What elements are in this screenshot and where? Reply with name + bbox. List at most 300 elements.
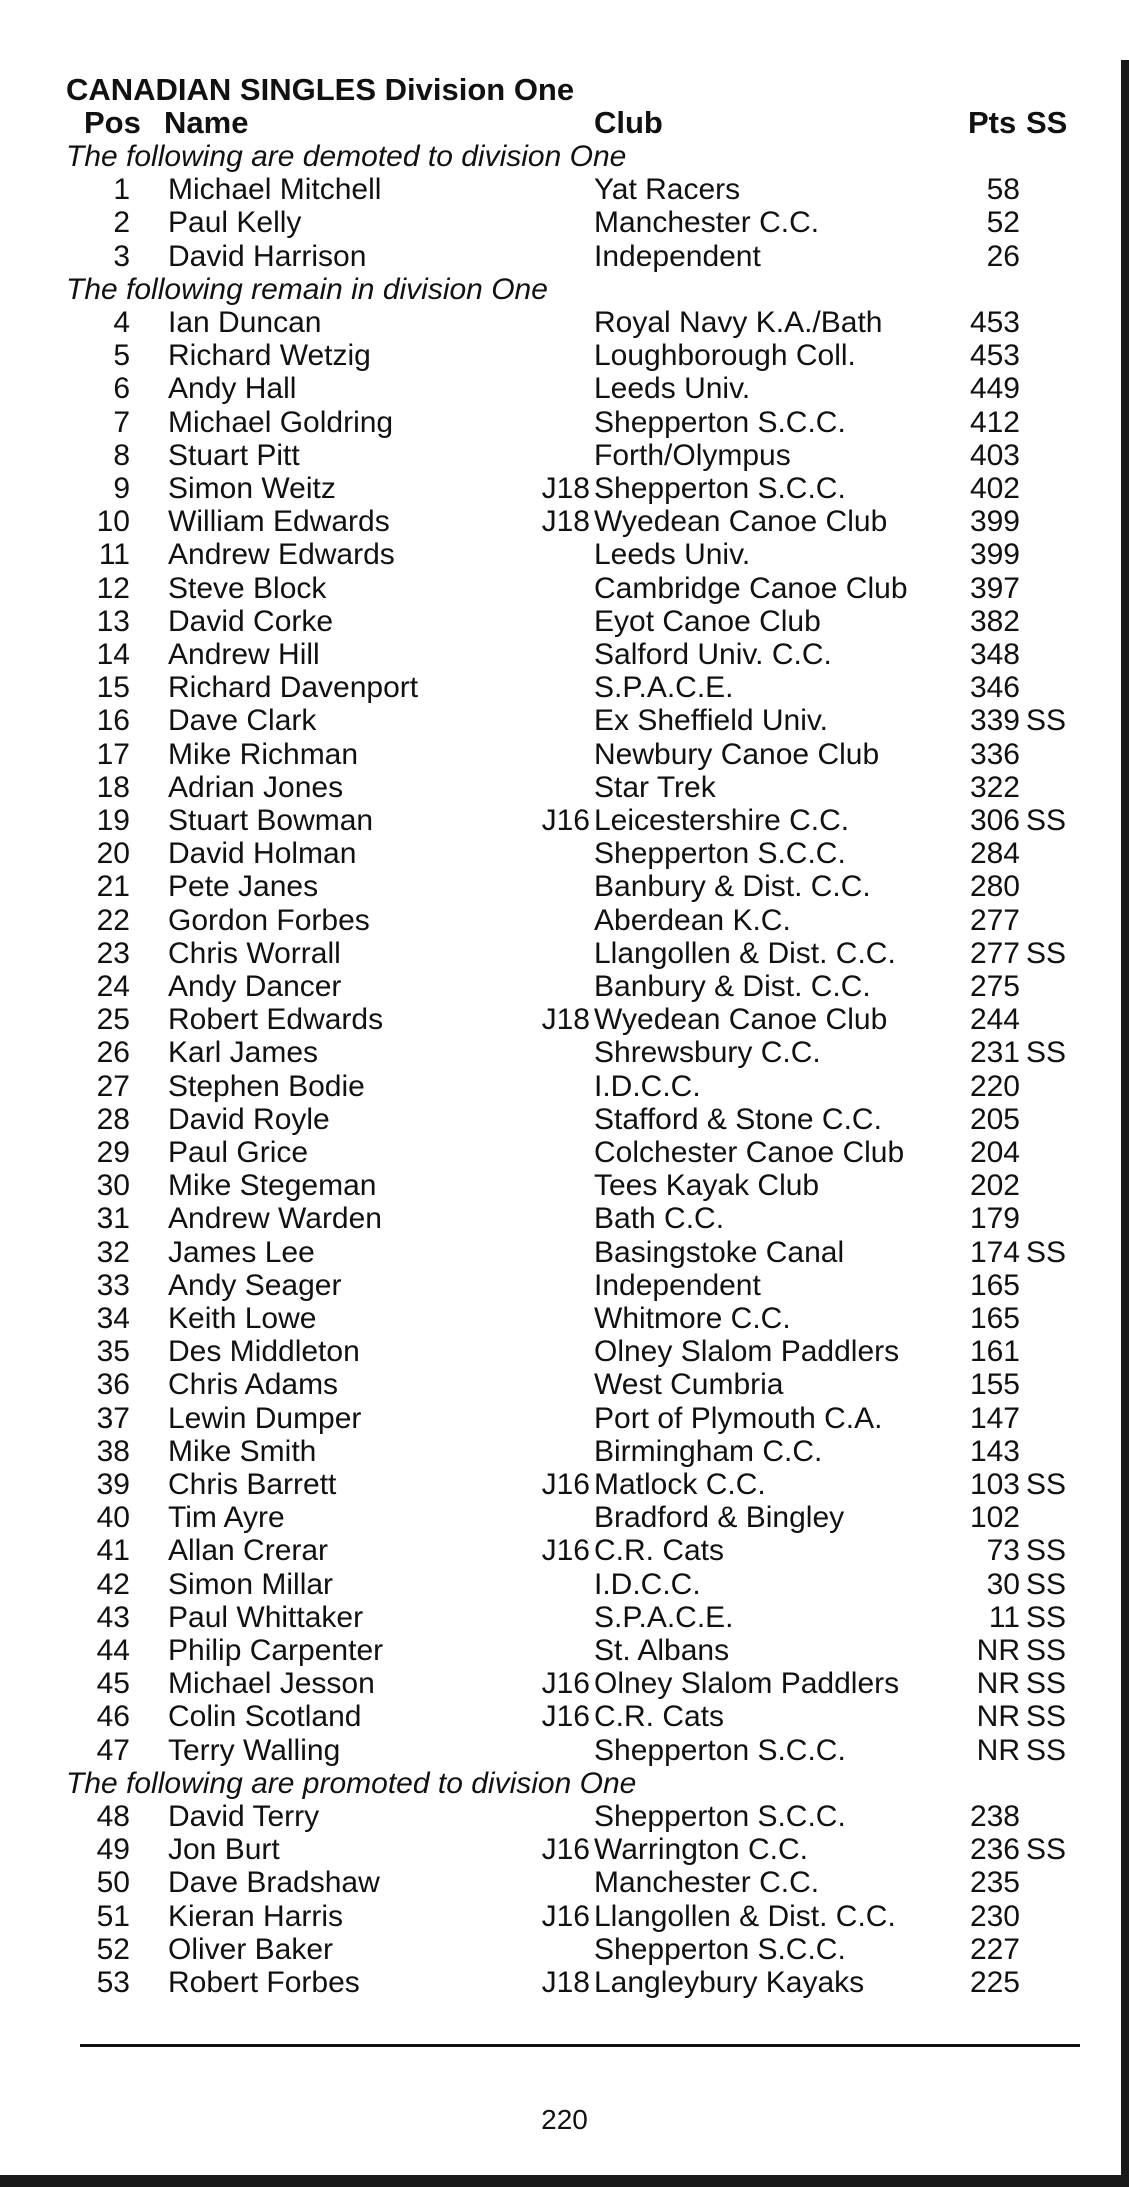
cell-club: Forth/Olympus xyxy=(594,438,791,472)
table-row xyxy=(0,240,1129,273)
cell-club: Bradford & Bingley xyxy=(594,1501,845,1535)
table-row xyxy=(0,1534,1129,1567)
cell-cat: J16 xyxy=(541,804,590,837)
cell-name: Terry Walling xyxy=(168,1733,341,1767)
cell-pts: 403 xyxy=(969,438,1020,472)
cell-pos: 4 xyxy=(113,306,130,339)
cell-pos: 50 xyxy=(96,1866,130,1900)
cell-pos: 18 xyxy=(96,770,130,804)
cell-ss: SS xyxy=(1026,1634,1067,1667)
cell-cat: J16 xyxy=(541,1667,590,1701)
cell-name: Michael Jesson xyxy=(168,1667,375,1701)
cell-name: Stuart Pitt xyxy=(168,438,300,472)
cell-pts: NR xyxy=(976,1700,1020,1734)
cell-name: Andrew Hill xyxy=(168,638,320,671)
cell-pos: 25 xyxy=(96,1003,130,1037)
cell-pts: NR xyxy=(976,1634,1020,1667)
cell-pos: 44 xyxy=(96,1634,130,1667)
cell-club: Star Trek xyxy=(594,770,716,804)
cell-pts: 399 xyxy=(969,538,1020,572)
cell-club: I.D.C.C. xyxy=(594,1069,701,1103)
cell-club: Birmingham C.C. xyxy=(594,1434,823,1468)
cell-pos: 48 xyxy=(96,1800,130,1833)
cell-name: Adrian Jones xyxy=(168,770,344,804)
cell-pos: 14 xyxy=(96,638,130,671)
table-row xyxy=(0,1634,1129,1667)
cell-pts: 449 xyxy=(969,372,1020,406)
table-row xyxy=(0,1435,1129,1468)
cell-ss: SS xyxy=(1026,1235,1067,1269)
cell-pos: 8 xyxy=(113,438,130,472)
cell-club: Royal Navy K.A./Bath xyxy=(594,306,883,339)
section-heading: The following are demoted to division One xyxy=(66,140,627,173)
cell-club: Aberdean K.C. xyxy=(594,903,791,937)
cell-cat: J18 xyxy=(541,505,590,539)
cell-club: Leicestershire C.C. xyxy=(594,804,850,837)
cell-name: Keith Lowe xyxy=(168,1302,317,1335)
table-row xyxy=(0,671,1129,704)
table-row xyxy=(0,1335,1129,1368)
cell-name: Richard Wetzig xyxy=(168,339,371,373)
cell-pts: 30 xyxy=(986,1567,1020,1601)
cell-club: Olney Slalom Paddlers xyxy=(594,1667,900,1701)
cell-name: William Edwards xyxy=(168,505,390,539)
cell-pts: 73 xyxy=(986,1534,1020,1568)
cell-pos: 33 xyxy=(96,1268,130,1302)
table-row xyxy=(0,1468,1129,1501)
cell-name: Jon Burt xyxy=(168,1833,280,1867)
cell-pos: 19 xyxy=(96,804,130,837)
cell-name: Chris Adams xyxy=(168,1368,339,1402)
page-edge-bottom xyxy=(0,2175,1129,2187)
cell-name: Chris Barrett xyxy=(168,1468,337,1501)
cell-ss: SS xyxy=(1026,1567,1067,1601)
cell-pos: 3 xyxy=(113,239,130,273)
table-row xyxy=(0,1866,1129,1899)
cell-pos: 30 xyxy=(96,1169,130,1203)
cell-pts: 155 xyxy=(969,1368,1020,1402)
cell-name: Philip Carpenter xyxy=(168,1634,384,1667)
cell-club: St. Albans xyxy=(594,1634,730,1667)
cell-cat: J16 xyxy=(541,1534,590,1568)
cell-pts: 277 xyxy=(969,936,1020,970)
header-pos: Pos xyxy=(84,105,141,140)
cell-club: Independent xyxy=(594,1268,761,1302)
cell-pos: 39 xyxy=(96,1468,130,1501)
cell-pts: 399 xyxy=(969,505,1020,539)
cell-pos: 9 xyxy=(113,472,130,505)
cell-club: Eyot Canoe Club xyxy=(594,604,821,638)
table-row xyxy=(0,1833,1129,1866)
table-row xyxy=(0,1667,1129,1700)
cell-name: Simon Weitz xyxy=(168,472,336,505)
table-row xyxy=(0,638,1129,671)
cell-club: Independent xyxy=(594,239,761,273)
cell-club: S.P.A.C.E. xyxy=(594,1600,734,1634)
table-row xyxy=(0,1003,1129,1036)
cell-ss: SS xyxy=(1026,1733,1067,1767)
cell-club: C.R. Cats xyxy=(594,1700,725,1734)
cell-name: David Corke xyxy=(168,604,334,638)
table-row xyxy=(0,1402,1129,1435)
table-row xyxy=(0,870,1129,903)
cell-ss: SS xyxy=(1026,1600,1067,1634)
cell-pts: 165 xyxy=(969,1268,1020,1302)
cell-name: Ian Duncan xyxy=(168,306,322,339)
table-row xyxy=(0,472,1129,505)
cell-pts: 231 xyxy=(969,1036,1020,1070)
cell-pos: 51 xyxy=(96,1899,130,1933)
cell-pos: 52 xyxy=(96,1932,130,1966)
table-row xyxy=(0,738,1129,771)
cell-name: Tim Ayre xyxy=(168,1501,285,1535)
cell-name: Andy Hall xyxy=(168,372,297,406)
cell-name: Andrew Warden xyxy=(168,1202,382,1236)
cell-pts: 280 xyxy=(969,870,1020,904)
header-ss: SS xyxy=(1026,105,1068,140)
table-row xyxy=(0,439,1129,472)
cell-club: Yat Racers xyxy=(594,173,741,207)
table-row xyxy=(0,1202,1129,1235)
cell-pts: 453 xyxy=(969,306,1020,339)
table-row xyxy=(0,306,1129,339)
cell-pos: 36 xyxy=(96,1368,130,1402)
cell-pts: 205 xyxy=(969,1102,1020,1136)
table-row xyxy=(0,1933,1129,1966)
cell-pts: 11 xyxy=(988,1600,1020,1634)
cell-pts: 238 xyxy=(969,1800,1020,1833)
cell-club: S.P.A.C.E. xyxy=(594,671,734,705)
cell-pts: 52 xyxy=(986,206,1020,240)
cell-pos: 11 xyxy=(98,538,130,572)
cell-club: Wyedean Canoe Club xyxy=(594,1003,888,1037)
footer-rule xyxy=(80,2044,1080,2047)
cell-ss: SS xyxy=(1026,1036,1067,1070)
cell-name: Stephen Bodie xyxy=(168,1069,365,1103)
cell-name: David Royle xyxy=(168,1102,330,1136)
cell-pts: 306 xyxy=(969,804,1020,837)
cell-club: Llangollen & Dist. C.C. xyxy=(594,936,896,970)
cell-cat: J16 xyxy=(541,1833,590,1867)
table-row xyxy=(0,1169,1129,1202)
table-row xyxy=(0,339,1129,372)
cell-name: Simon Millar xyxy=(168,1567,334,1601)
table-row xyxy=(0,1501,1129,1534)
table-row xyxy=(0,1302,1129,1335)
cell-pts: 161 xyxy=(969,1335,1020,1369)
cell-pts: 26 xyxy=(986,239,1020,273)
table-row xyxy=(0,804,1129,837)
cell-pts: 102 xyxy=(969,1501,1020,1535)
cell-name: Robert Forbes xyxy=(168,1966,360,1999)
cell-ss: SS xyxy=(1026,1468,1067,1501)
cell-club: Salford Univ. C.C. xyxy=(594,638,832,671)
cell-pts: 284 xyxy=(969,837,1020,871)
cell-pos: 34 xyxy=(96,1302,130,1335)
table-row xyxy=(0,1036,1129,1069)
header-club: Club xyxy=(594,105,663,140)
cell-name: Karl James xyxy=(168,1036,319,1070)
cell-name: Paul Grice xyxy=(168,1136,309,1169)
cell-club: West Cumbria xyxy=(594,1368,784,1402)
table-row xyxy=(0,538,1129,571)
cell-pos: 16 xyxy=(96,704,130,738)
cell-name: Mike Richman xyxy=(168,737,359,771)
cell-pos: 26 xyxy=(96,1036,130,1070)
table-row xyxy=(0,173,1129,206)
table-row xyxy=(0,1966,1129,1999)
cell-pos: 2 xyxy=(113,206,130,240)
cell-name: Oliver Baker xyxy=(168,1932,334,1966)
cell-pos: 31 xyxy=(96,1202,130,1236)
cell-pts: 336 xyxy=(969,737,1020,771)
cell-cat: J18 xyxy=(541,472,590,505)
cell-club: Banbury & Dist. C.C. xyxy=(594,970,871,1003)
page-number: 220 xyxy=(541,2104,588,2135)
cell-pos: 37 xyxy=(96,1401,130,1435)
table-row xyxy=(0,904,1129,937)
cell-pos: 1 xyxy=(113,173,130,207)
cell-club: Manchester C.C. xyxy=(594,1866,820,1900)
table-row xyxy=(0,406,1129,439)
cell-pos: 53 xyxy=(96,1966,130,1999)
cell-pos: 29 xyxy=(96,1136,130,1169)
cell-pts: 322 xyxy=(969,770,1020,804)
cell-name: Richard Davenport xyxy=(168,671,419,705)
cell-club: Warrington C.C. xyxy=(594,1833,808,1867)
cell-club: Shrewsbury C.C. xyxy=(594,1036,821,1070)
cell-name: Andy Dancer xyxy=(168,970,342,1003)
cell-pts: 147 xyxy=(969,1401,1020,1435)
cell-name: Gordon Forbes xyxy=(168,903,370,937)
cell-club: Cambridge Canoe Club xyxy=(594,571,908,605)
cell-club: Port of Plymouth C.A. xyxy=(594,1401,883,1435)
cell-pts: 244 xyxy=(969,1003,1020,1037)
cell-pts: 58 xyxy=(986,173,1020,207)
cell-club: Llangollen & Dist. C.C. xyxy=(594,1899,896,1933)
cell-name: Chris Worrall xyxy=(168,936,341,970)
section-heading: The following remain in division One xyxy=(66,272,548,306)
cell-ss: SS xyxy=(1026,1534,1067,1568)
cell-club: Shepperton S.C.C. xyxy=(594,1733,846,1767)
cell-pos: 40 xyxy=(96,1501,130,1535)
table-row xyxy=(0,1070,1129,1103)
cell-club: Loughborough Coll. xyxy=(594,339,856,373)
cell-club: Bath C.C. xyxy=(594,1202,725,1236)
cell-pts: 103 xyxy=(969,1468,1020,1501)
cell-pos: 10 xyxy=(96,505,130,539)
section-heading: The following are promoted to division One xyxy=(66,1766,637,1800)
cell-name: Andy Seager xyxy=(168,1268,342,1302)
cell-cat: J16 xyxy=(541,1468,590,1501)
cell-name: Lewin Dumper xyxy=(168,1401,362,1435)
cell-name: Paul Whittaker xyxy=(168,1600,364,1634)
cell-pts: 397 xyxy=(969,571,1020,605)
cell-pos: 46 xyxy=(96,1700,130,1734)
cell-club: Stafford & Stone C.C. xyxy=(594,1102,882,1136)
cell-club: Banbury & Dist. C.C. xyxy=(594,870,871,904)
cell-name: Michael Mitchell xyxy=(168,173,382,207)
cell-pts: 339 xyxy=(969,704,1020,738)
cell-pos: 47 xyxy=(96,1733,130,1767)
cell-club: I.D.C.C. xyxy=(594,1567,701,1601)
cell-club: Colchester Canoe Club xyxy=(594,1136,905,1169)
cell-name: Kieran Harris xyxy=(168,1899,344,1933)
cell-club: Shepperton S.C.C. xyxy=(594,405,846,439)
cell-name: Steve Block xyxy=(168,571,327,605)
cell-name: David Harrison xyxy=(168,239,367,273)
table-row xyxy=(0,1900,1129,1933)
cell-ss: SS xyxy=(1026,704,1067,738)
cell-name: Allan Crerar xyxy=(168,1534,329,1568)
cell-pos: 27 xyxy=(96,1069,130,1103)
cell-pos: 22 xyxy=(96,903,130,937)
table-row xyxy=(0,1136,1129,1169)
cell-name: Robert Edwards xyxy=(168,1003,384,1037)
cell-pts: 202 xyxy=(969,1169,1020,1203)
cell-pos: 7 xyxy=(113,405,130,439)
table-row xyxy=(0,970,1129,1003)
cell-ss: SS xyxy=(1026,1700,1067,1734)
cell-name: Dave Bradshaw xyxy=(168,1866,380,1900)
table-row xyxy=(0,1368,1129,1401)
cell-name: James Lee xyxy=(168,1235,315,1269)
cell-club: Shepperton S.C.C. xyxy=(594,1932,846,1966)
cell-pos: 15 xyxy=(96,671,130,705)
cell-pts: 402 xyxy=(969,472,1020,505)
table-row xyxy=(0,1568,1129,1601)
cell-name: Michael Goldring xyxy=(168,405,394,439)
cell-pts: 204 xyxy=(969,1136,1020,1169)
cell-pts: 235 xyxy=(969,1866,1020,1900)
cell-club: Shepperton S.C.C. xyxy=(594,837,846,871)
cell-pts: 227 xyxy=(969,1932,1020,1966)
table-row xyxy=(0,837,1129,870)
cell-pts: 230 xyxy=(969,1899,1020,1933)
cell-pts: 412 xyxy=(969,405,1020,439)
cell-club: Olney Slalom Paddlers xyxy=(594,1335,900,1369)
cell-pts: 275 xyxy=(969,970,1020,1003)
cell-pts: 143 xyxy=(969,1434,1020,1468)
cell-pos: 5 xyxy=(113,339,130,373)
cell-club: Leeds Univ. xyxy=(594,372,751,406)
cell-pos: 38 xyxy=(96,1434,130,1468)
cell-pts: 179 xyxy=(969,1202,1020,1236)
cell-club: Matlock C.C. xyxy=(594,1468,766,1501)
cell-pts: NR xyxy=(976,1667,1020,1701)
table-row xyxy=(0,1734,1129,1767)
cell-pos: 13 xyxy=(96,604,130,638)
cell-ss: SS xyxy=(1026,804,1067,837)
cell-pos: 43 xyxy=(96,1600,130,1634)
cell-club: Ex Sheffield Univ. xyxy=(594,704,829,738)
table-row xyxy=(0,1103,1129,1136)
cell-pts: 225 xyxy=(969,1966,1020,1999)
table-row xyxy=(0,1700,1129,1733)
cell-pts: 453 xyxy=(969,339,1020,373)
cell-name: Paul Kelly xyxy=(168,206,302,240)
cell-club: Basingstoke Canal xyxy=(594,1235,845,1269)
cell-club: Newbury Canoe Club xyxy=(594,737,880,771)
cell-pts: NR xyxy=(976,1733,1020,1767)
cell-pts: 346 xyxy=(969,671,1020,705)
document-title: CANADIAN SINGLES Division One xyxy=(66,72,575,107)
cell-pos: 42 xyxy=(96,1567,130,1601)
cell-pos: 49 xyxy=(96,1833,130,1867)
cell-pos: 20 xyxy=(96,837,130,871)
cell-club: Langleybury Kayaks xyxy=(594,1966,865,1999)
cell-club: Manchester C.C. xyxy=(594,206,820,240)
table-row xyxy=(0,937,1129,970)
cell-pos: 41 xyxy=(96,1534,130,1568)
cell-pos: 6 xyxy=(113,372,130,406)
cell-club: Whitmore C.C. xyxy=(594,1302,791,1335)
header-pts: Pts xyxy=(968,105,1017,140)
table-row xyxy=(0,505,1129,538)
cell-name: Des Middleton xyxy=(168,1335,360,1369)
cell-club: Tees Kayak Club xyxy=(594,1169,820,1203)
cell-pts: 382 xyxy=(969,604,1020,638)
table-row xyxy=(0,1236,1129,1269)
cell-pos: 12 xyxy=(96,571,130,605)
cell-pts: 165 xyxy=(969,1302,1020,1335)
cell-pts: 277 xyxy=(969,903,1020,937)
cell-club: Shepperton S.C.C. xyxy=(594,1800,846,1833)
cell-cat: J16 xyxy=(541,1700,590,1734)
table-row xyxy=(0,1601,1129,1634)
cell-cat: J16 xyxy=(541,1899,590,1933)
cell-pos: 32 xyxy=(96,1235,130,1269)
cell-cat: J18 xyxy=(541,1966,590,1999)
cell-club: Wyedean Canoe Club xyxy=(594,505,888,539)
table-row xyxy=(0,605,1129,638)
cell-name: Stuart Bowman xyxy=(168,804,374,837)
cell-pos: 23 xyxy=(96,936,130,970)
cell-ss: SS xyxy=(1026,1833,1067,1867)
cell-club: C.R. Cats xyxy=(594,1534,725,1568)
cell-pos: 28 xyxy=(96,1102,130,1136)
cell-pos: 24 xyxy=(96,970,130,1003)
table-row xyxy=(0,771,1129,804)
cell-pts: 236 xyxy=(969,1833,1020,1867)
cell-pts: 220 xyxy=(969,1069,1020,1103)
cell-name: Dave Clark xyxy=(168,704,317,738)
cell-pos: 35 xyxy=(96,1335,130,1369)
cell-pts: 348 xyxy=(969,638,1020,671)
cell-name: Pete Janes xyxy=(168,870,319,904)
table-row xyxy=(0,1800,1129,1833)
cell-name: Andrew Edwards xyxy=(168,538,395,572)
table-row xyxy=(0,572,1129,605)
table-row xyxy=(0,372,1129,405)
table-row xyxy=(0,1269,1129,1302)
table-row xyxy=(0,206,1129,239)
header-name: Name xyxy=(164,105,249,140)
cell-cat: J18 xyxy=(541,1003,590,1037)
cell-name: Mike Stegeman xyxy=(168,1169,377,1203)
cell-name: Colin Scotland xyxy=(168,1700,362,1734)
cell-pts: 174 xyxy=(969,1235,1020,1269)
cell-club: Leeds Univ. xyxy=(594,538,751,572)
cell-club: Shepperton S.C.C. xyxy=(594,472,846,505)
cell-name: Mike Smith xyxy=(168,1434,317,1468)
table-row xyxy=(0,704,1129,737)
cell-name: David Holman xyxy=(168,837,357,871)
cell-pos: 21 xyxy=(96,870,130,904)
cell-name: David Terry xyxy=(168,1800,320,1833)
cell-pos: 17 xyxy=(96,737,130,771)
cell-ss: SS xyxy=(1026,936,1067,970)
